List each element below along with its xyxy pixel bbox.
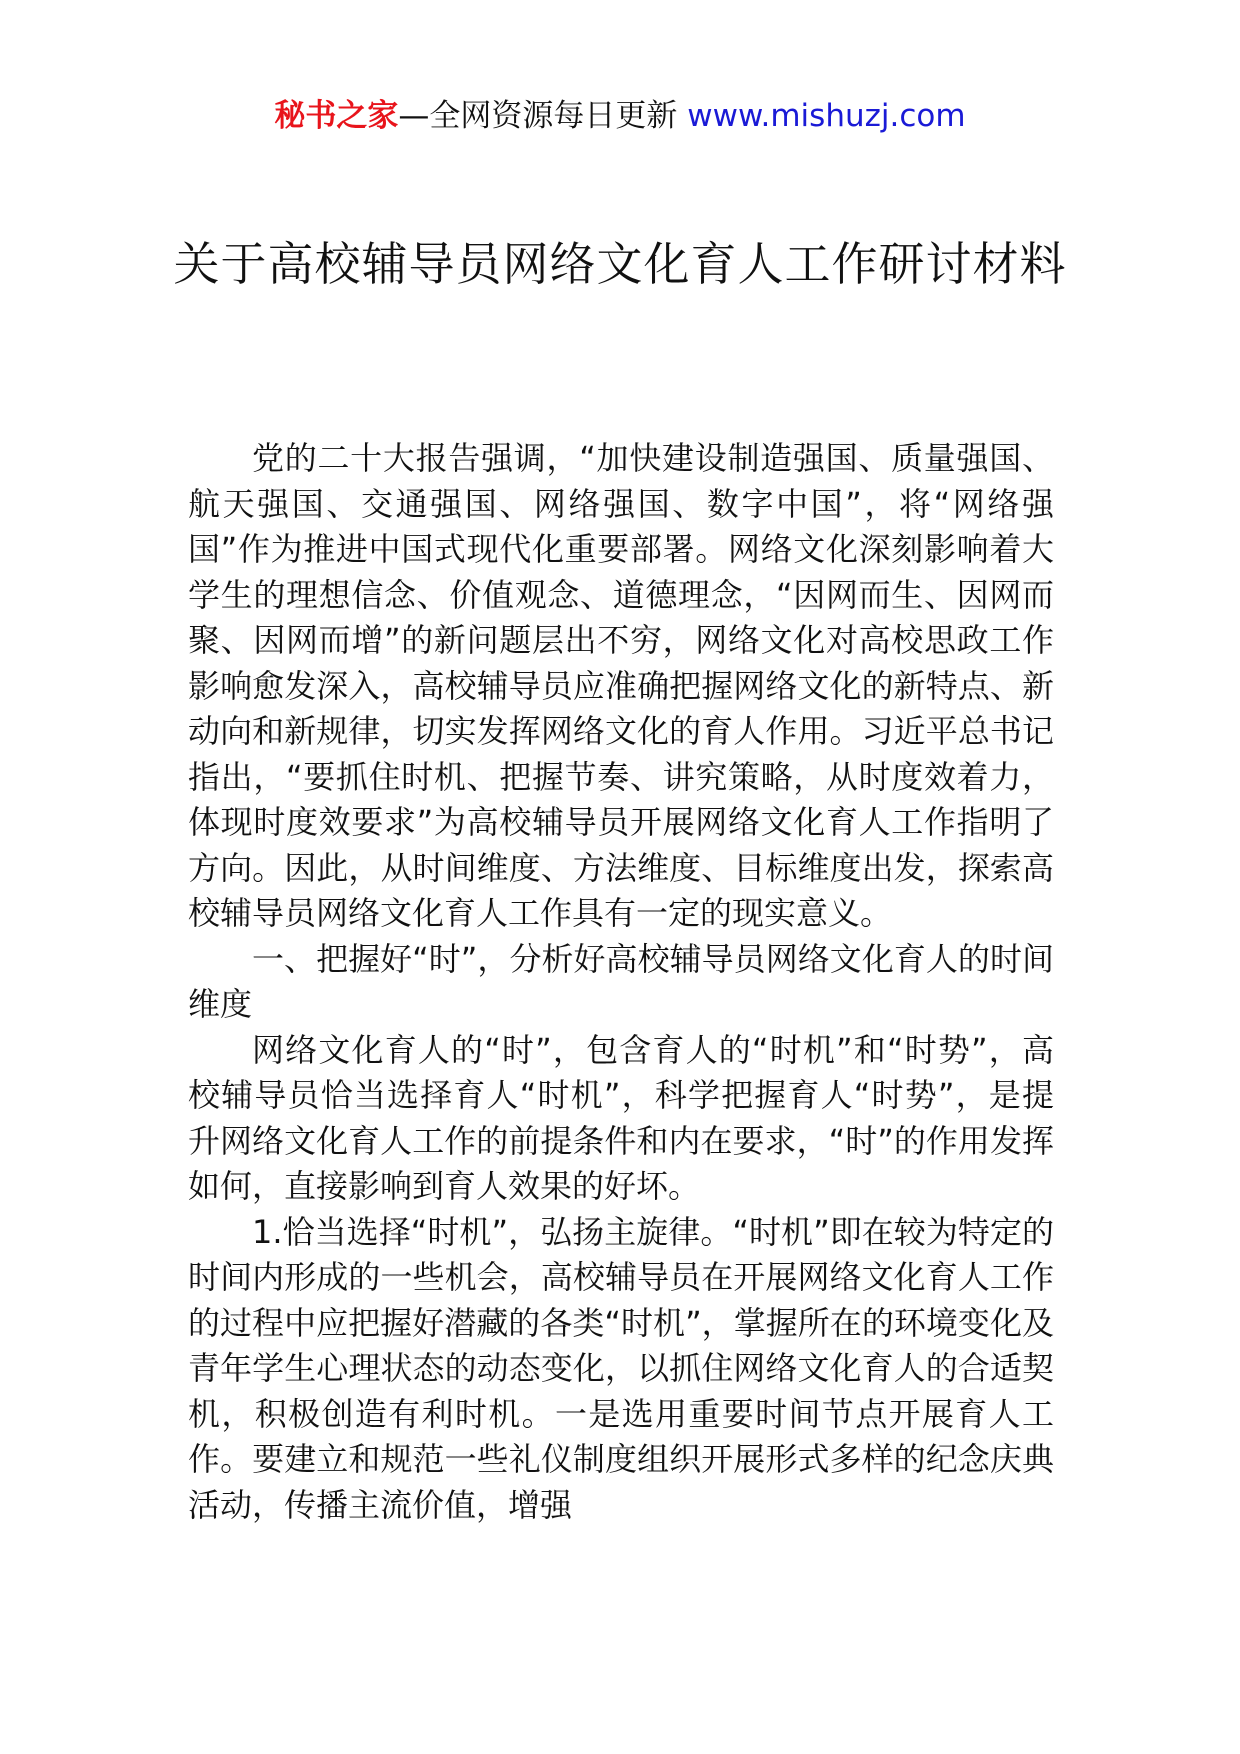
paragraph-intro: 党的二十大报告强调，“加快建设制造强国、质量强国、航天强国、交通强国、网络强国、数字中国”，将“网络强国”作为推进中国式现代化重要部署。网络文化深刻影响着大学生的理想信念、价值观念、道德理念，“因网而生、因网而聚、因网而增”的新问题层出不穷，网络文化对高校思政工作影响愈发深入，高校辅导员应准确把握网络文化的新特点、新动向和新规律，切实发挥网络文化的育人作用。习近平总书记指出，“要抓住时机、把握节奏、讲究策略，从时度效着力，体现时度效要求”为高校辅导员开展网络文化育人工作指明了方向。因此，从时间维度、方法维度、目标维度出发，探索高校辅导员网络文化育人工作具有一定的现实意义。: [188, 439, 1054, 932]
document-title: 关于高校辅导员网络文化育人工作研讨材料: [173, 237, 1067, 291]
document-body: [188, 436, 1054, 1528]
site-url-link[interactable]: www.mishuzj.com: [687, 98, 966, 134]
paragraph-point-1: 1.恰当选择“时机”，弘扬主旋律。“时机”即在较为特定的时间内形成的一些机会，高校辅导员在开展网络文化育人工作的过程中应把握好潜藏的各类“时机”，掌握所在的环境变化及青年学生心理状态的动态变化，以抓住网络文化育人的合适契机，积极创造有利时机。一是选用重要时间节点开展育人工作。要建立和规范一些礼仪制度组织开展形式多样的纪念庆典活动，传播主流价值，增强: [188, 1212, 1054, 1524]
site-slogan: —全网资源每日更新: [398, 98, 678, 134]
section-heading-1: 一、把握好“时”，分析好高校辅导员网络文化育人的时间维度: [188, 939, 1054, 1023]
site-banner: [0, 96, 1240, 136]
paragraph-section-1: 网络文化育人的“时”，包含育人的“时机”和“时势”，高校辅导员恰当选择育人“时机”，科学把握育人“时势”，是提升网络文化育人工作的前提条件和内在要求，“时”的作用发挥如何，直接影响到育人效果的好坏。: [188, 1030, 1054, 1205]
site-brand: 秘书之家: [274, 98, 399, 134]
